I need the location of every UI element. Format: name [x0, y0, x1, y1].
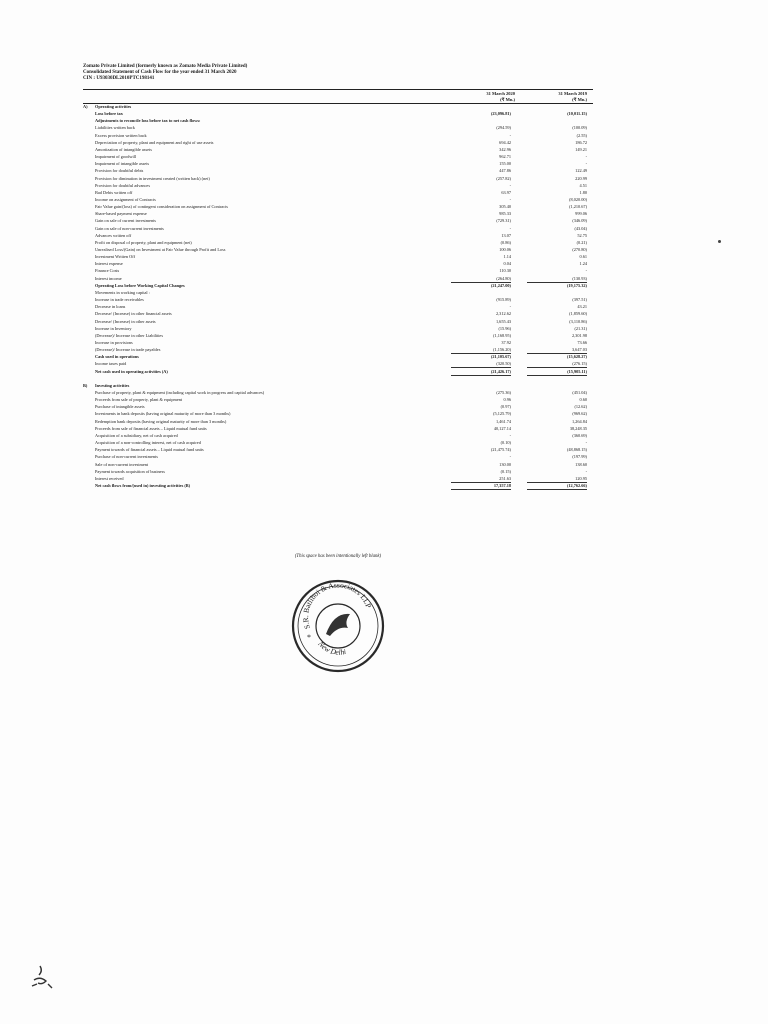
row-label: Interest expense [95, 261, 123, 267]
row-value-2020: (1,168.95) [493, 332, 511, 338]
row-value-2019: 120.95 [527, 476, 587, 483]
row-value-2020: - [509, 182, 511, 188]
row-value-2020: 0.04 [503, 261, 511, 267]
row-label: Amortization of intangible assets [95, 146, 152, 152]
row-value-2020: (275.36) [496, 390, 511, 395]
row-label: Investment Written Off [95, 254, 136, 260]
row-label: Movements in working capital : [95, 289, 150, 295]
table-row [83, 311, 593, 317]
row-value-2020: (21,475.74) [490, 447, 511, 453]
row-value-2019: (1,859.60) [569, 311, 587, 317]
row-value-2019: (12,762.66) [527, 483, 587, 490]
row-label: Gain on sale of current investments [95, 218, 156, 224]
table-row [83, 118, 593, 124]
row-value-2019: - [585, 268, 587, 274]
row-value-2020: (915.89) [496, 297, 511, 303]
row-value-2020: - [509, 432, 511, 438]
row-value-2019: (10,011.15) [567, 111, 587, 117]
row-value-2019: 122.49 [575, 168, 587, 174]
row-label: Operating Loss before Working Capital Changes [95, 282, 185, 288]
column-header-2020: 31 March 2020 (₹ Mn.) [486, 91, 515, 102]
row-value-2019: - [585, 154, 587, 160]
row-label: Bad Debts written off [95, 189, 133, 195]
table-row [83, 261, 593, 267]
table-row [83, 404, 593, 410]
row-label: Proceeds from sale of financial assets – Liquid mutual fund units [95, 425, 207, 431]
row-label: Impairment of goodwill [95, 154, 137, 160]
row-label: (Decrease)/ Increase in trade payables [95, 347, 161, 353]
column-header-2019: 31 March 2019 (₹ Mn.) [558, 91, 587, 102]
row-value-2020: 37.92 [501, 339, 511, 345]
row-label: Income taxes paid [95, 361, 127, 367]
table-row [83, 197, 593, 203]
row-label: Interest income [95, 275, 122, 281]
row-label: Liabilities written back [95, 125, 135, 131]
scan-speck [718, 240, 721, 243]
table-row [83, 190, 593, 196]
row-value-2019: (451.04) [572, 390, 587, 395]
row-label: Fair Value gain/(loss) of contingent consideration on assignment of Contracts [95, 204, 228, 210]
row-value-2019: (3,110.86) [569, 318, 587, 324]
table-row [83, 376, 593, 382]
row-value-2020: 100.06 [499, 247, 511, 252]
table-row [83, 411, 593, 417]
row-label: Increase in trade receivables [95, 297, 144, 303]
row-value-2020: (0.15) [500, 468, 511, 474]
table-row [83, 419, 593, 425]
row-label: (Decrease)/ Increase in other Liabilities [95, 332, 163, 338]
row-value-2019: (12.62) [574, 404, 587, 410]
row-value-2020: (5,125.79) [493, 411, 511, 417]
row-value-2019: 38,248.35 [569, 425, 587, 431]
row-label: Increase in provisions [95, 339, 133, 345]
row-label: Cash used in operations [95, 354, 139, 360]
row-value-2019: (130.93) [527, 276, 587, 283]
table-row [83, 240, 593, 246]
row-value-2019: 220.99 [575, 175, 587, 181]
table-row [83, 340, 593, 346]
row-label: Loss before tax [95, 111, 123, 117]
row-label: Profit on disposal of property, plant and equipment (net) [95, 239, 192, 245]
blank-space-note: (This space has been intentionally left blank) [294, 554, 382, 559]
row-label: Proceeds from sale of property, plant & equipment [95, 397, 183, 403]
table-row [83, 354, 593, 360]
row-value-2019: 149.21 [575, 146, 587, 152]
row-value-2020: 0.96 [503, 397, 511, 403]
row-label: Decrease in loans [95, 304, 126, 310]
row-label: Payment towards acquisition of business [95, 468, 165, 474]
row-label: Provision for doubtful debts [95, 168, 144, 174]
row-value-2019: - [585, 440, 587, 446]
row-value-2019: (969.62) [572, 411, 587, 417]
row-label: Decrease/ (Increase) in other assets [95, 318, 156, 324]
stamp-bottom-text: New Delhi [316, 639, 347, 657]
stamp-top-text: S.R. Batliboi & Associates LLP [301, 580, 374, 631]
row-label: Unrealised Loss/(Gain) on Investment at Fair Value through Profit and Loss [95, 247, 226, 252]
row-value-2019: (21.31) [574, 325, 587, 331]
row-value-2020: 155.00 [499, 161, 511, 167]
row-value-2019: 138.60 [575, 461, 587, 467]
table-row [83, 476, 593, 482]
table-row [83, 161, 593, 167]
table-row [83, 469, 593, 475]
table-row [83, 297, 593, 303]
row-value-2020: (294.59) [496, 125, 511, 131]
row-value-2019: (197.99) [572, 454, 587, 460]
row-value-2019: (15,905.11) [527, 369, 587, 376]
row-value-2019: 52.75 [577, 232, 587, 238]
row-value-2019: 999.06 [575, 211, 587, 217]
row-value-2019: (100.09) [572, 125, 587, 131]
table-row [83, 333, 593, 339]
row-value-2019: (397.51) [572, 297, 587, 303]
row-value-2019: 73.66 [577, 339, 587, 345]
table-row [83, 361, 593, 367]
row-value-2019: - [585, 161, 587, 167]
statement-title: Consolidated Statement of Cash Flow for the year ended 31 March 2020 [83, 70, 237, 76]
row-value-2019: (360.69) [572, 432, 587, 438]
row-value-2020: 130.00 [499, 461, 511, 467]
table-row [83, 147, 593, 153]
row-label: Share-based payment expense [95, 211, 147, 217]
table-row [83, 183, 593, 189]
row-section: A) [83, 104, 88, 109]
row-label: Finance Costs [95, 268, 120, 274]
row-value-2020: 17,357.18 [451, 483, 511, 490]
row-value-2019: 1.24 [579, 261, 587, 267]
table-row [83, 397, 593, 403]
table-row [83, 369, 593, 375]
table-row [83, 268, 593, 274]
row-value-2019: (43.04) [574, 225, 587, 231]
table-row [83, 326, 593, 332]
row-value-2019: (270.80) [572, 247, 587, 252]
table-row [83, 383, 593, 389]
row-label: Net cash used in operating activities (A) [95, 368, 168, 374]
row-label: Interest received [95, 475, 124, 481]
table-row [83, 304, 593, 310]
table-row [83, 204, 593, 210]
row-value-2020: 447.86 [499, 168, 511, 174]
row-value-2020: 63.97 [501, 189, 511, 195]
table-row [83, 290, 593, 296]
table-row [83, 319, 593, 325]
row-value-2019: (19,175.32) [566, 282, 587, 288]
row-label: Excess provision written back [95, 132, 147, 138]
row-label: Provision for diminution in investment created (written back) (net) [95, 175, 210, 181]
row-value-2020: 342.96 [499, 146, 511, 152]
row-label: Purchase of non-current investments [95, 454, 158, 460]
table-row [83, 211, 593, 217]
table-row [83, 347, 593, 353]
row-value-2019: (15,628.27) [566, 354, 587, 360]
row-label: Operating activities [95, 104, 132, 109]
table-row [83, 247, 593, 253]
row-value-2019: (346.09) [572, 218, 587, 224]
row-label: Acquisition of a subsidiary, net of cash acquired [95, 432, 178, 438]
row-value-2020: 1,461.74 [495, 418, 511, 424]
row-value-2019: (48,868.15) [566, 447, 587, 453]
row-value-2019: 0.61 [579, 254, 587, 260]
row-value-2020: 40,127.14 [493, 425, 511, 431]
row-value-2020: (0.97) [500, 404, 511, 410]
row-label: Acquisition of a non-controlling interest, net of cash acquired [95, 440, 201, 446]
row-section: B) [83, 382, 88, 388]
row-value-2020: (23,096.81) [490, 111, 511, 117]
row-value-2020: (320.50) [451, 361, 511, 368]
row-label: Sale of non-current investment [95, 461, 149, 467]
row-value-2019: 1,264.84 [571, 418, 587, 424]
table-row [83, 125, 593, 131]
row-value-2019: 186.72 [575, 139, 587, 145]
table-row [83, 462, 593, 468]
handwritten-mark-icon [28, 962, 58, 990]
header-rule [83, 89, 593, 90]
table-row [83, 440, 593, 446]
row-value-2020: (0.86) [500, 239, 511, 245]
row-value-2020: (729.31) [496, 218, 511, 224]
row-value-2019: (8,020.00) [569, 196, 587, 202]
row-label: Gain on sale of non-current investments [95, 225, 164, 231]
row-value-2020: - [509, 304, 511, 310]
row-value-2020: (21,105.67) [490, 354, 511, 360]
row-value-2019: 3,647.03 [527, 347, 587, 354]
row-label: Depreciation of property, plant and equipment and right of use assets [95, 139, 214, 145]
row-value-2020: (264.80) [451, 276, 511, 283]
table-row [83, 233, 593, 239]
row-value-2020: 1,655.43 [495, 318, 511, 324]
row-value-2019: (1,210.67) [569, 204, 587, 210]
table-row [83, 154, 593, 160]
row-label: Advances written off [95, 232, 132, 238]
row-value-2020: 694.42 [499, 139, 511, 145]
table-row [83, 168, 593, 174]
row-label: Redemption bank deposits (having original maturity of more than 3 months) [95, 418, 227, 424]
table-row [83, 433, 593, 439]
table-row [83, 104, 593, 110]
row-value-2020: (1,156.20) [451, 347, 511, 354]
table-row [83, 133, 593, 139]
table-row [83, 176, 593, 182]
row-label: Investments in bank deposits (having original maturity of more than 3 months) [95, 411, 231, 417]
row-value-2019: - [585, 468, 587, 474]
row-value-2020: 13.07 [501, 232, 511, 238]
row-value-2019: 2,301.98 [571, 332, 587, 338]
row-value-2019: (2.55) [576, 132, 587, 138]
row-label: Provision for doubtful advances [95, 182, 151, 188]
table-row [83, 283, 593, 289]
row-value-2019: (0.21) [576, 239, 587, 245]
row-value-2020: 985.33 [499, 211, 511, 217]
row-label: Net cash flows from/(used in) investing activities (B) [95, 482, 191, 488]
row-label: Decrease/ (Increase) in other financial assets [95, 311, 172, 317]
row-label: Purchase of property, plant & equipment (including capital work in progress and capital advances) [95, 390, 265, 395]
table-row [83, 390, 593, 396]
row-value-2020: 1.14 [503, 254, 511, 260]
row-label: Payment towards of financial assets – Liquid mutual fund units [95, 447, 204, 453]
statement-header [83, 64, 593, 83]
row-value-2020: (15.96) [498, 325, 511, 331]
row-label: Investing activities [95, 382, 130, 388]
table-row [83, 226, 593, 232]
table-row [83, 218, 593, 224]
svg-text:New Delhi [316, 639, 347, 657]
table-row [83, 454, 593, 460]
row-value-2020: (257.82) [496, 175, 511, 181]
row-label: Purchase of intangible assets [95, 404, 145, 410]
row-value-2020: (0.10) [500, 440, 511, 446]
table-row [83, 276, 593, 282]
table-row [83, 447, 593, 453]
row-value-2019: (276.15) [527, 361, 587, 368]
table-row [83, 254, 593, 260]
row-value-2020: 305.40 [499, 204, 511, 210]
row-value-2020: - [509, 196, 511, 202]
company-name: Zomato Private Limited (formerly known as Zomato Media Private Limited) [83, 64, 248, 69]
stamp-star: * [307, 633, 311, 642]
row-label: Impairment of intangible assets [95, 161, 150, 167]
row-value-2019: 43.21 [577, 304, 587, 310]
cin-number: CIN : U93030DL2010PTC198141 [83, 76, 155, 82]
row-value-2020: - [509, 225, 511, 231]
row-value-2020: (21,426.17) [451, 369, 511, 376]
table-row [83, 426, 593, 432]
table-row [83, 140, 593, 146]
row-value-2020: (21,247.00) [490, 282, 511, 288]
row-value-2020: 2,312.62 [495, 311, 511, 317]
row-value-2020: 110.30 [499, 268, 511, 274]
table-row [83, 111, 593, 117]
row-label: Increase in Inventory [95, 325, 132, 331]
row-value-2019: 4.51 [579, 182, 587, 188]
auditor-seal-icon [290, 578, 386, 674]
row-value-2020: 251.63 [451, 476, 511, 483]
row-value-2020: - [509, 132, 511, 138]
row-label: Adjustments to reconcile loss before tax to net cash flows: [95, 118, 201, 124]
row-value-2020: 962.71 [499, 154, 511, 160]
row-value-2020: - [509, 454, 511, 460]
row-label: Income on assignment of Contracts [95, 196, 156, 202]
row-value-2019: 1.80 [579, 189, 587, 195]
row-value-2019: 0.60 [579, 397, 587, 403]
table-row [83, 483, 593, 489]
